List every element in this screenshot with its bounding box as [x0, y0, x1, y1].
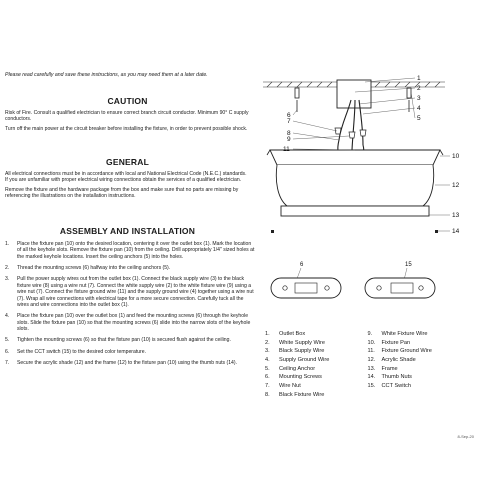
part-item: [368, 382, 471, 391]
part-label: Black Supply Wire: [279, 348, 325, 355]
detail-callout-6: 6: [300, 262, 304, 268]
mounting-bracket-detail: [271, 262, 341, 298]
caution-paragraph: Risk of Fire. Consult a qualified electrician to ensure correct branch circuit conductor. Minimum 90° C supply conductors.: [5, 110, 249, 123]
step-number: 4.: [5, 313, 10, 320]
part-item: [265, 382, 368, 391]
revision-date: 8-Sep-20: [457, 434, 474, 439]
step-number: 3.: [5, 276, 10, 283]
part-item: [265, 339, 368, 348]
step-text: Tighten the mounting screws (6) so that the fixture pan (10) is secured flush against the ceiling.: [17, 337, 231, 344]
intro-note: Please read carefully and save these instructions, as you may need them at a later date.: [5, 72, 208, 78]
callout-9: 9: [287, 136, 291, 143]
part-item: [368, 373, 471, 382]
detail-callout-15: 15: [405, 262, 412, 268]
step-number: 7.: [5, 360, 10, 367]
part-label: Outlet Box: [279, 331, 306, 337]
part-item: [368, 365, 471, 374]
part-number: 9.: [367, 331, 373, 337]
step-1: [5, 241, 255, 260]
part-item: [265, 365, 368, 374]
step-5: [5, 337, 255, 343]
parts-column-right: [368, 330, 471, 399]
step-number: 2.: [5, 265, 10, 272]
callout-11: 11: [283, 146, 290, 153]
callout-7: 7: [287, 118, 291, 125]
callout-2: 2: [417, 85, 421, 92]
part-label: Black Fixture Wire: [279, 391, 325, 398]
part-label: Frame: [381, 365, 398, 372]
part-label: CCT Switch: [381, 382, 411, 389]
part-number: 3.: [265, 348, 270, 355]
part-number: 8.: [265, 391, 270, 398]
part-label: Acrylic Shade: [381, 356, 416, 363]
caution-paragraph: Turn off the main power at the circuit breaker before installing the fixture, in order to prevent possible shock.: [5, 125, 248, 132]
outlet-box: [337, 80, 371, 108]
cct-switch-detail: [365, 262, 435, 298]
part-item: [368, 356, 471, 365]
assembly-steps: [5, 241, 255, 371]
part-item: [265, 391, 368, 400]
step-text: Secure the acrylic shade (12) and the frame (12) to the fixture pan (10) using the thumb nuts (14).: [17, 360, 237, 367]
step-number: 6.: [5, 348, 10, 355]
step-text: Set the CCT switch (15) to the desired color temperature.: [17, 348, 147, 355]
callout-6: 6: [287, 112, 291, 119]
step-text: Place the fixture pan (10) onto the desired location, centering it over the outlet box (1). Mark the location of all the keyhole slots. Remove the fixture pan (10) from the ceiling. Drill appropriately 1/4" sized holes at the marked keyhole locations. Insert the ceiling anchors (5) into the holes.: [17, 241, 255, 260]
part-item: [265, 330, 368, 339]
part-label: Wire Nut: [279, 382, 301, 389]
part-label: Ceiling Anchor: [279, 365, 316, 372]
step-7: [5, 360, 255, 366]
part-number: 10.: [367, 339, 376, 346]
part-number: 14.: [367, 374, 376, 381]
fixture-pan: [270, 150, 440, 165]
part-label: White Fixture Wire: [381, 331, 428, 337]
part-item: [368, 330, 471, 339]
caution-heading: CAUTION: [107, 96, 148, 106]
general-paragraph: Remove the fixture and the hardware package from the box and make sure that no parts are missing by referencing the illustrations on the installation instructions.: [5, 186, 239, 200]
frame: [281, 206, 429, 216]
part-number: 1.: [265, 331, 270, 337]
callout-5: 5: [417, 115, 421, 122]
callout-3: 3: [417, 95, 421, 102]
part-item: [368, 347, 471, 356]
part-item: [368, 339, 471, 348]
part-item: [265, 347, 368, 356]
part-label: Fixture Pan: [381, 339, 411, 346]
general-section: [5, 171, 250, 202]
step-number: 5.: [5, 337, 10, 344]
callout-10: 10: [452, 153, 460, 160]
part-label: Supply Ground Wire: [279, 356, 330, 363]
step-4: [5, 313, 255, 332]
part-label: White Supply Wire: [279, 339, 326, 346]
part-number: 12.: [367, 356, 376, 363]
assembly-heading: ASSEMBLY AND INSTALLATION: [59, 226, 196, 236]
part-item: [265, 373, 368, 382]
parts-legend: [265, 330, 470, 399]
step-3: [5, 276, 255, 308]
callout-4: 4: [417, 105, 421, 112]
callout-8: 8: [287, 130, 291, 137]
thumb-nuts: [271, 230, 438, 233]
part-number: 13.: [367, 365, 376, 372]
callout-14: 14: [452, 228, 460, 235]
step-text: Pull the power supply wires out from the outlet box (1). Connect the black supply wire (3) to the black fixture wire (8) using a wire nut (7). Connect the white supply wire (2) to the white fixture wire (9) using a wire nut (7). Connect the fixture ground wire (11) and the supply ground wire (4) together using a wire nut (7). Wrap all wire connections with electrical tape for a more secure connection. Carefully tuck all the wires and wire connections into the outlet box (1).: [17, 276, 254, 308]
part-number: 4.: [265, 356, 270, 363]
step-2: [5, 265, 255, 271]
part-number: 15.: [367, 382, 376, 389]
part-label: Thumb Nuts: [381, 374, 412, 381]
caution-section: [5, 110, 250, 135]
parts-column-left: [265, 330, 368, 399]
callout-13: 13: [452, 212, 460, 219]
part-label: Fixture Ground Wire: [381, 348, 432, 355]
part-number: 2.: [265, 339, 270, 346]
step-6: [5, 349, 255, 355]
part-number: 7.: [265, 382, 270, 389]
step-number: 1.: [5, 241, 10, 247]
general-heading: GENERAL: [106, 157, 149, 167]
step-text: Place the fixture pan (10) over the outlet box (1) and feed the mounting screws (6) through the keyhole slots. Slide the fixture pan (10) so that the mounting screws (6) slide into the narrow slots of the keyhole slots.: [17, 313, 251, 332]
general-paragraph: All electrical connections must be in accordance with local and National Electrical Code (N.E.C.) standards. If you are unfamiliar with proper electrical wiring connections obtain the services of a qualified electrician.: [5, 171, 247, 184]
acrylic-shade: [276, 165, 433, 206]
part-number: 5.: [265, 365, 270, 372]
fixture-exploded-diagram: [255, 70, 475, 325]
part-number: 6.: [265, 374, 270, 381]
step-text: Thread the mounting screws (6) halfway into the ceiling anchors (5).: [17, 265, 171, 272]
part-number: 11.: [367, 348, 375, 355]
part-label: Mounting Screws: [279, 374, 322, 381]
callout-12: 12: [452, 182, 460, 189]
callout-1: 1: [417, 75, 421, 82]
part-item: [265, 356, 368, 365]
